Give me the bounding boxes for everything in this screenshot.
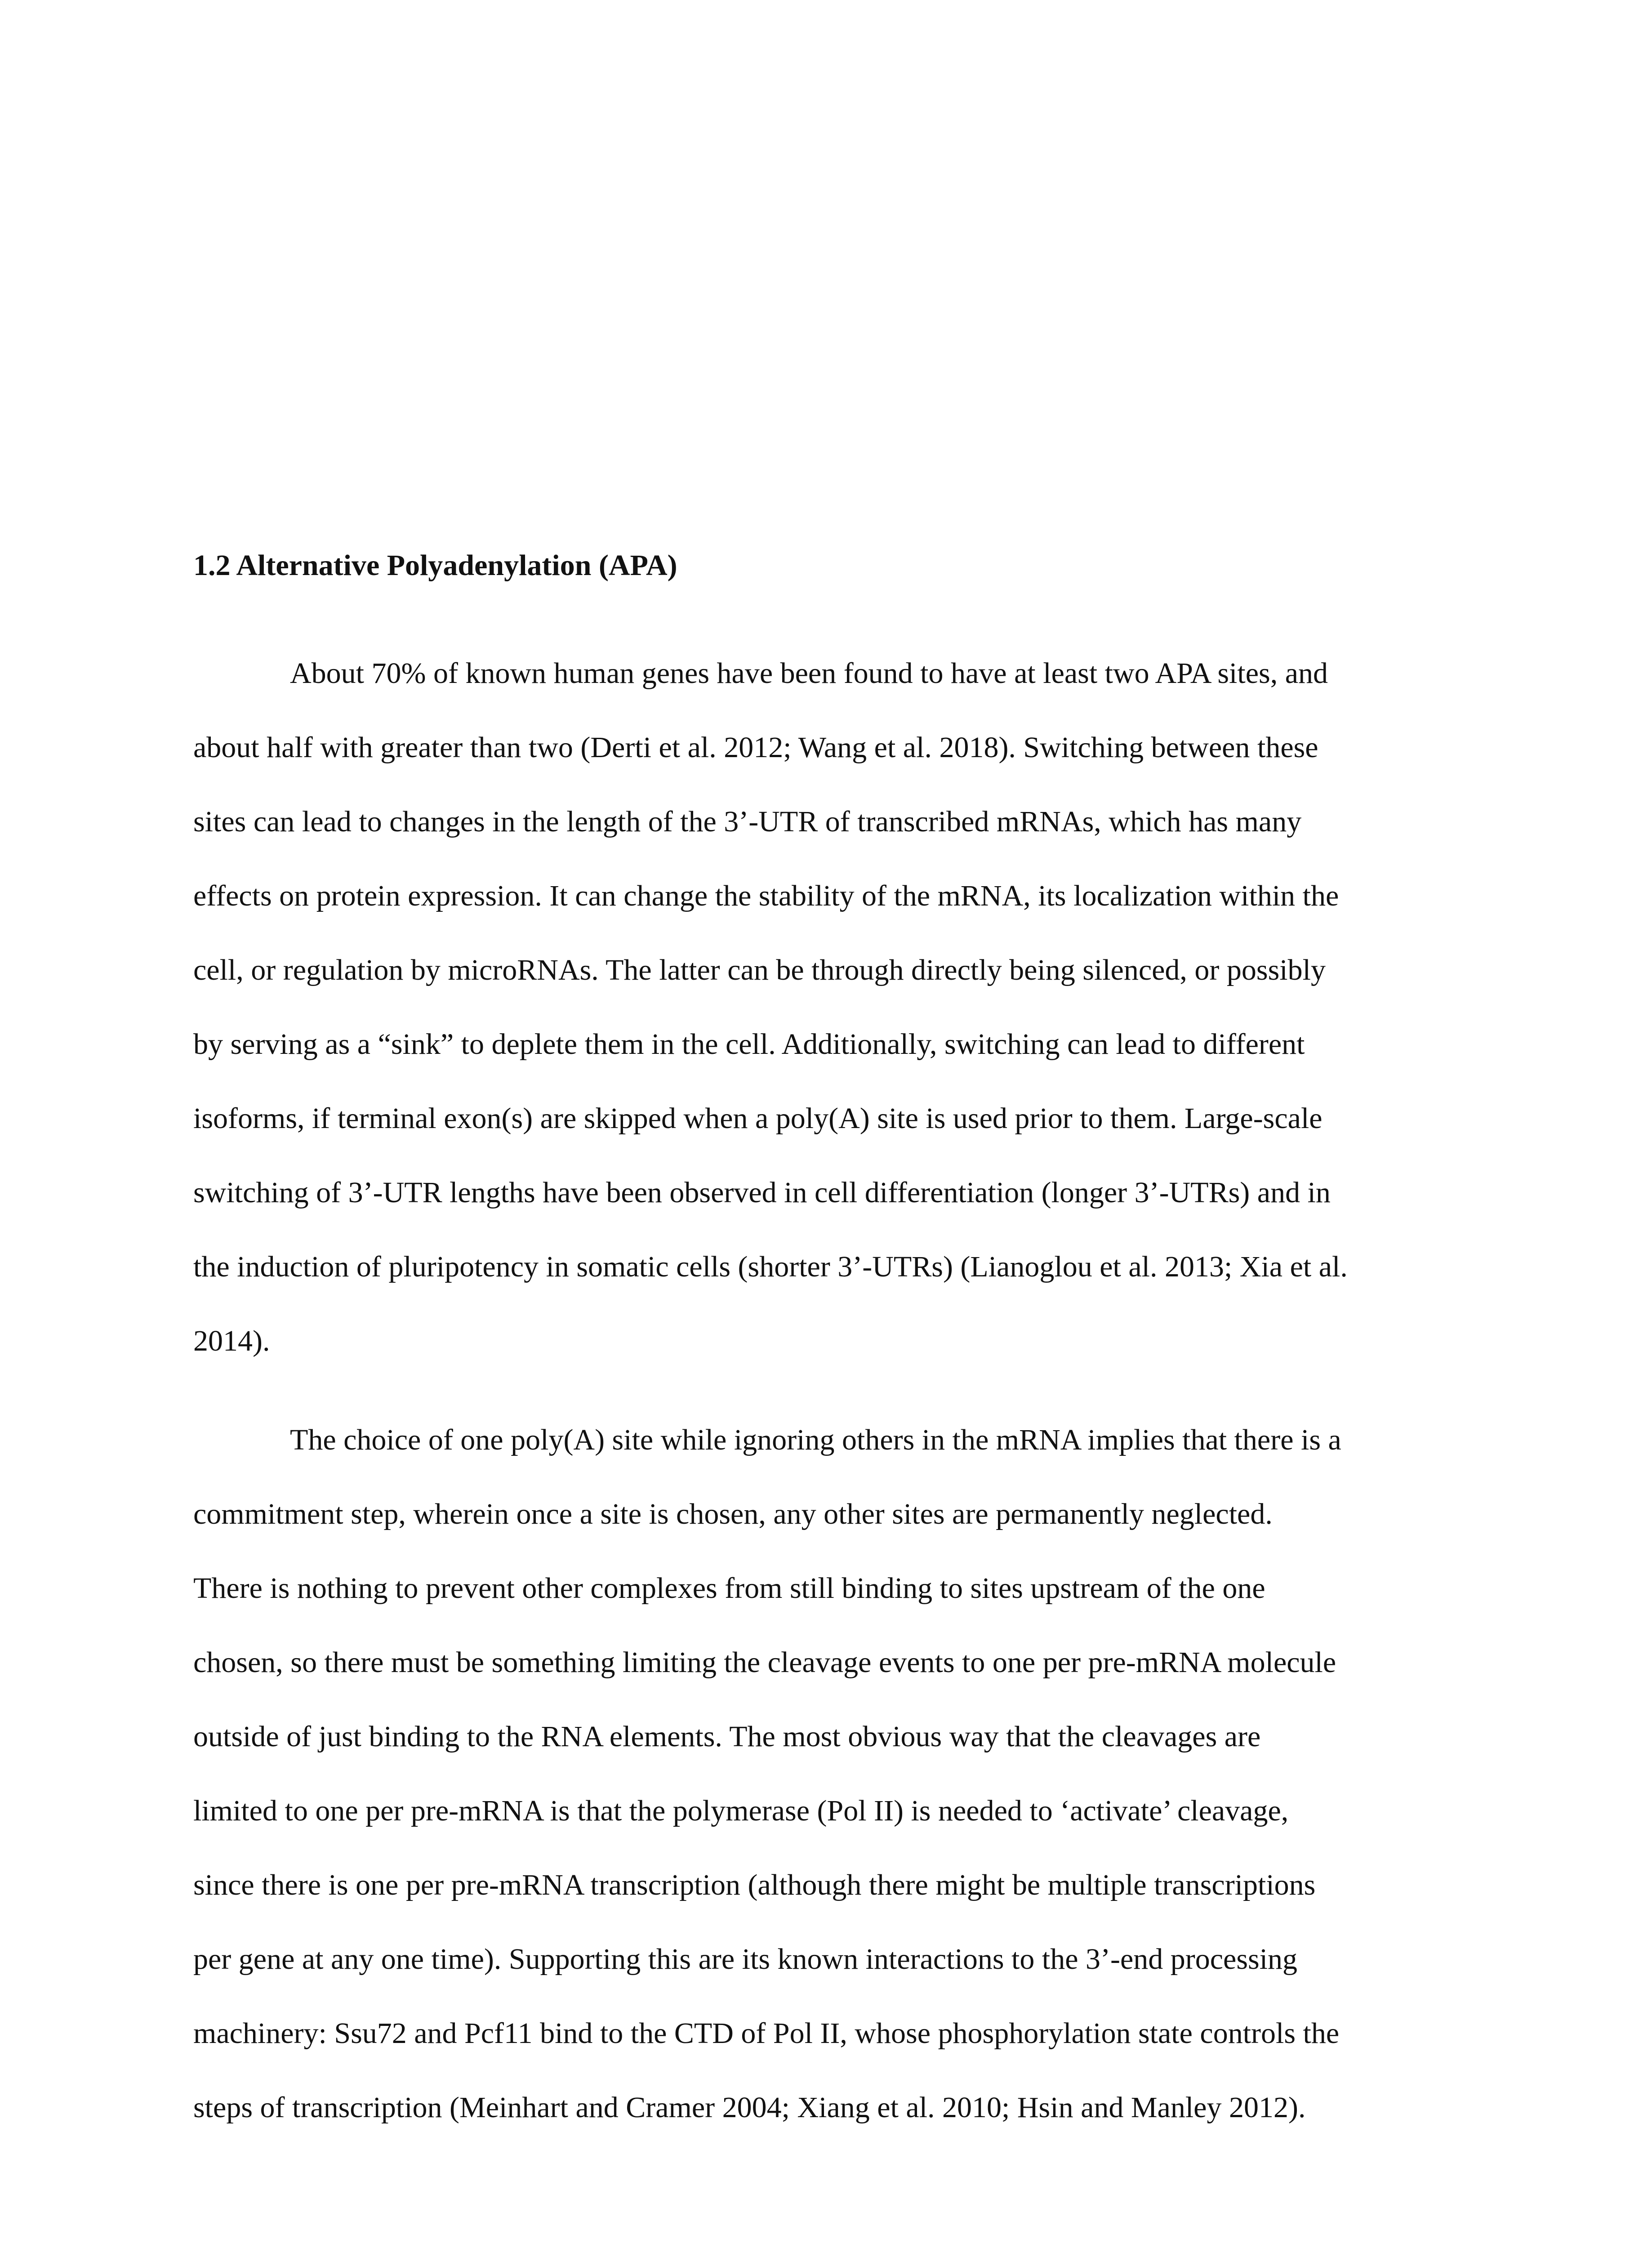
paragraph-line: per gene at any one time). Supporting this are its known interactions to the 3’-end processing: [193, 1943, 1298, 1976]
paragraph-line: effects on protein expression. It can change the stability of the mRNA, its localization within the: [193, 879, 1339, 912]
paragraph-line: isoforms, if terminal exon(s) are skipped when a poly(A) site is used prior to them. Large-scale: [193, 1102, 1322, 1135]
section-heading: 1.2 Alternative Polyadenylation (APA): [193, 549, 677, 582]
paragraph-line: About 70% of known human genes have been found to have at least two APA sites, and: [290, 657, 1328, 690]
paragraph-line: There is nothing to prevent other complexes from still binding to sites upstream of the one: [193, 1572, 1265, 1605]
paragraph-line: about half with greater than two (Derti et al. 2012; Wang et al. 2018). Switching between these: [193, 731, 1318, 764]
paragraph-line: cell, or regulation by microRNAs. The latter can be through directly being silenced, or possibly: [193, 954, 1326, 986]
paragraph-line: The choice of one poly(A) site while ignoring others in the mRNA implies that there is a: [290, 1423, 1341, 1456]
paragraph-line: 2014).: [193, 1325, 270, 1357]
paragraph-line: limited to one per pre-mRNA is that the polymerase (Pol II) is needed to ‘activate’ cleavage,: [193, 1794, 1289, 1827]
paragraph-line: since there is one per pre-mRNA transcription (although there might be multiple transcriptions: [193, 1869, 1316, 1901]
paragraph-line: the induction of pluripotency in somatic cells (shorter 3’-UTRs) (Lianoglou et al. 2013; Xia et al.: [193, 1250, 1348, 1283]
paragraph-line: sites can lead to changes in the length of the 3’-UTR of transcribed mRNAs, which has many: [193, 805, 1302, 838]
paragraph-line: switching of 3’-UTR lengths have been observed in cell differentiation (longer 3’-UTRs) and in: [193, 1176, 1331, 1209]
paragraph-line: steps of transcription (Meinhart and Cramer 2004; Xiang et al. 2010; Hsin and Manley 2012).: [193, 2091, 1306, 2124]
paragraph-line: machinery: Ssu72 and Pcf11 bind to the CTD of Pol II, whose phosphorylation state controls the: [193, 2017, 1340, 2050]
paragraph-line: outside of just binding to the RNA elements. The most obvious way that the cleavages are: [193, 1720, 1261, 1753]
paragraph-line: chosen, so there must be something limiting the cleavage events to one per pre-mRNA molecule: [193, 1646, 1336, 1679]
paragraph-line: by serving as a “sink” to deplete them in the cell. Additionally, switching can lead to different: [193, 1028, 1305, 1061]
paragraph-line: commitment step, wherein once a site is chosen, any other sites are permanently neglected.: [193, 1498, 1273, 1530]
